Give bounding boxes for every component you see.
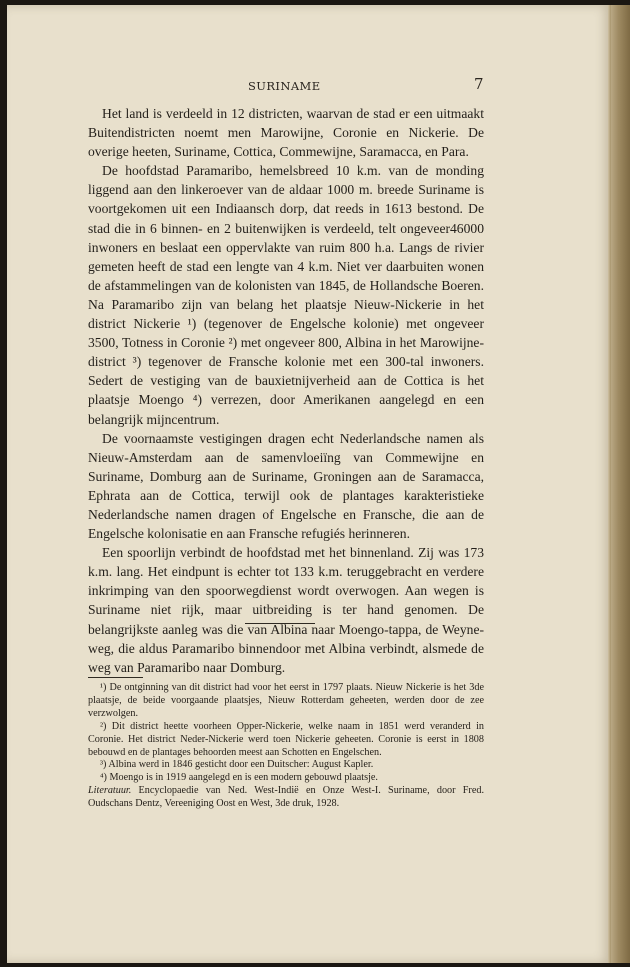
literature-note (88, 785, 484, 811)
footnote-rule (88, 677, 143, 678)
footnote-1: ¹) De ontginning van dit district had voor het eerst in 1797 plaats. Nieuw Nickerie is het 3de plaatsje, de beide voorgaande plaatsjes, Nieuw Rotterdam geheeten, werden door de zee verzwolgen. (88, 682, 484, 719)
body-text (88, 104, 484, 677)
section-divider (245, 623, 315, 624)
page-number: 7 (474, 75, 484, 93)
footnote-2: ²) Dit district heette voorheen Opper-Nickerie, welke naam in 1851 werd veranderd in Coronie. Het district Neder-Nickerie werd toen Nickerie geheeten. Coronie is eerst in 1808 bebouwd en de plantages behoorden meest aan Schotten en Engelschen. (88, 720, 484, 758)
footnote-3: ³) Albina werd in 1846 gesticht door een Duitscher: August Kapler. (100, 759, 374, 771)
paragraph-settlements: De voornaamste vestigingen dragen echt Nederlandsche namen als Nieuw-Amsterdam aan de samenvloeiïng van Commewijne en Suriname, Domburg aan de Suriname, Groningen aan de Saramacca, Ephrata aan de Cottica, terwijl ook de plantages karakteristieke Nederlandsche namen dragen of Engelsche en Fransche, die aan de Engelsche kolonisatie en aan Fransche refugiés herinneren. (88, 430, 484, 542)
footnote-4: ⁴) Moengo is in 1919 aangelegd en is een modern gebouwd plaatsje. (100, 772, 378, 784)
paragraph-paramaribo: De hoofdstad Paramaribo, hemelsbreed 10 k.m. van de monding liggend aan den linkeroever van de aldaar 1000 m. breede Suriname is voortgekomen uit een Indiaansch dorp, dat reeds in 1613 bestond. De stad die in 6 binnen- en 2 buitenwijken is verdeeld, telt ongeveer46000 inwoners en beslaat een oppervlakte van ruim 800 h.a. Langs de rivier gemeten heeft de stad een lengte van 4 k.m. Niet ver daarbuiten wonen de afstammelingen van de kolonisten van 1845, de Hollandsche Boeren. Na Paramaribo zijn van belang het plaatsje Nieuw-Nickerie in het district Nickerie ¹) (tegenover de Engelsche kolonie) met ongeveer 3500, Totness in Coronie ²) met ongeveer 800, Albina in het Marowijne-district ³) tegenover de Fransche kolonie met een 300-tal inwoners. Sedert de vestiging van de bauxietnijverheid aan de Cottica is het plaatsje Moengo ⁴) verrezen, door Amerikanen aangelegd en een belangrijk mijncentrum. (88, 163, 484, 427)
paragraph-districts: Het land is verdeeld in 12 districten, waarvan de stad er een uitmaakt Buitendistricten noemt men Marowijne, Coronie en Nickerie. De overige heeten, Suriname, Cottica, Commewijne, Saramacca, en Para. (88, 106, 484, 160)
footnotes (88, 682, 484, 811)
running-title: SURINAME (248, 79, 321, 93)
literature-text: Encyclopaedie van Ned. West-Indië en Onze West-I. Suriname, door Fred. Oudschans Dentz, Vereeniging Oost en West, 3de druk, 1928. (88, 785, 484, 810)
book-edge (611, 5, 630, 963)
literature-label: Literatuur. (88, 785, 132, 797)
paragraph-railway: Een spoorlijn verbindt de hoofdstad met het binnenland. Zij was 173 k.m. lang. Het eindpunt is echter tot 133 k.m. teruggebracht en verdere inkrimping van den spoorwegdienst wordt overwogen. Aan wegen is Suriname niet rijk, maar uitbreiding is ter hand genomen. De belangrijkste aanleg was die van Albina naar Moengo-tappa, de Weyne-weg, die aldus Paramaribo binnendoor met Albina verbindt, alsmede de weg van Paramaribo naar Domburg. (88, 545, 484, 675)
